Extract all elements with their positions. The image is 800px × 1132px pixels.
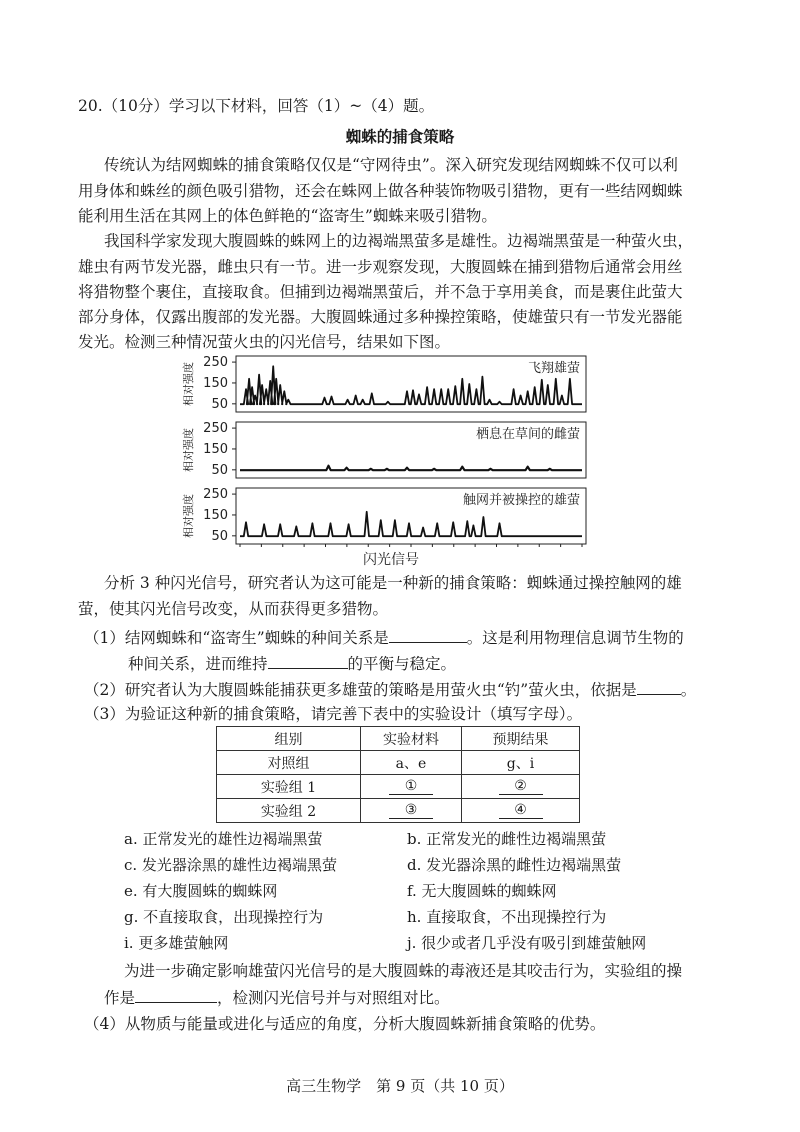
x-axis-label: 闪光信号 — [363, 552, 419, 568]
table-cell: 对照组 — [217, 751, 361, 775]
table-cell: a、e — [361, 751, 462, 775]
article-title: 蜘蛛的捕食策略 — [345, 127, 455, 146]
paragraph-line: 萤，使其闪光信号改变，从而获得更多猎物。 — [78, 600, 389, 618]
y-axis-label: 相对强度 — [182, 362, 195, 406]
option-g: g. 不直接取食，出现操控行为 — [124, 908, 324, 926]
table-cell[interactable] — [462, 775, 580, 799]
y-tick-label: 50 — [211, 462, 228, 478]
table-cell[interactable] — [361, 799, 462, 823]
table-cell[interactable] — [361, 775, 462, 799]
table-header: 预期结果 — [462, 727, 580, 751]
answer-slot-2[interactable]: ② — [499, 778, 543, 795]
paragraph-line: 分析 3 种闪光信号，研究者认为这可能是一种新的捕食策略：蜘蛛通过操控触网的雄 — [104, 574, 682, 592]
paragraph-line: 能利用生活在其网上的体色鲜艳的“盗寄生”蜘蛛来吸引猎物。 — [78, 207, 497, 225]
option-d: d. 发光器涂黑的雌性边褐端黑萤 — [407, 856, 622, 874]
panel-label: 飞翔雄萤 — [527, 361, 580, 376]
question-1: （1）结网蜘蛛和“盗寄生”蜘蛛的种间关系是 。这是利用物理信息调节生物的 — [84, 626, 684, 649]
paragraph-line: 将猎物整个裹住，直接取食。但捕到边褐端黑萤后，并不急于享用美食，而是裹住此萤大 — [78, 283, 683, 301]
y-tick-label: 50 — [211, 396, 228, 412]
paragraph-line: 发光。检测三种情况萤火虫的闪光信号，结果如下图。 — [78, 333, 451, 351]
option-c: c. 发光器涂黑的雄性边褐端黑萤 — [124, 856, 337, 874]
option-b: b. 正常发光的雌性边褐端黑萤 — [407, 830, 607, 848]
question-3-followup: 为进一步确定影响雄萤闪光信号的是大腹圆蛛的毒液还是其咬击行为，实验组的操 — [124, 962, 683, 980]
signal-series — [240, 512, 582, 536]
paragraph-line: 传统认为结网蜘蛛的捕食策略仅仅是“守网待虫”。深入研究发现结网蜘蛛不仅可以利 — [104, 156, 678, 174]
panel-label: 触网并被操控的雄萤 — [462, 493, 580, 508]
answer-blank-2[interactable] — [268, 652, 348, 669]
signal-series — [240, 466, 582, 471]
answer-blank-3[interactable] — [637, 678, 681, 695]
table-row — [217, 751, 580, 775]
table-cell: 实验组 2 — [217, 799, 361, 823]
table-header: 实验材料 — [361, 727, 462, 751]
y-axis-label: 相对强度 — [182, 428, 195, 472]
question-2: （2）研究者认为大腹圆蛛能捕获更多雄萤的策略是用萤火虫“钓”萤火虫，依据是 。 — [84, 678, 696, 701]
panel-label: 栖息在草间的雌萤 — [475, 427, 580, 442]
question-1-cont: 种间关系，进而维持 的平衡与稳定。 — [128, 652, 456, 675]
table-cell[interactable] — [462, 799, 580, 823]
option-a: a. 正常发光的雄性边褐端黑萤 — [124, 830, 323, 848]
y-axis-label: 相对强度 — [182, 494, 195, 538]
flash-signal-chart — [178, 350, 598, 572]
y-tick-label: 150 — [203, 375, 228, 391]
answer-slot-3[interactable]: ③ — [389, 802, 433, 819]
question-3-followup-cont: 作是 ，检测闪光信号并与对照组对比。 — [104, 986, 450, 1009]
y-tick-label: 150 — [203, 507, 228, 523]
y-tick-label: 150 — [203, 441, 228, 457]
table-cell: g、i — [462, 751, 580, 775]
paragraph-line: 我国科学家发现大腹圆蛛的蛛网上的边褐端黑萤多是雄性。边褐端黑萤是一种萤火虫， — [104, 232, 694, 250]
table-row — [217, 775, 580, 799]
option-f: f. 无大腹圆蛛的蜘蛛网 — [407, 882, 557, 900]
option-j: j. 很少或者几乎没有吸引到雄萤触网 — [407, 934, 647, 952]
y-tick-label: 250 — [203, 355, 228, 371]
table-cell: 实验组 1 — [217, 775, 361, 799]
table-header: 组别 — [217, 727, 361, 751]
y-tick-label: 50 — [211, 528, 228, 544]
question-4: （4）从物质与能量或进化与适应的角度，分析大腹圆蛛新捕食策略的优势。 — [84, 1015, 606, 1033]
option-e: e. 有大腹圆蛛的蜘蛛网 — [124, 882, 278, 900]
question-header: 20.（10分）学习以下材料，回答（1）~（4）题。 — [78, 97, 435, 115]
table-header-row — [217, 727, 580, 751]
chart-svg — [178, 350, 598, 572]
experiment-table — [216, 726, 580, 823]
table-row — [217, 799, 580, 823]
page-footer: 高三生物学 第 9 页（共 10 页） — [286, 1077, 514, 1095]
option-i: i. 更多雄萤触网 — [124, 934, 229, 952]
y-tick-label: 250 — [203, 487, 228, 503]
paragraph-line: 雄虫有两节发光器，雌虫只有一节。进一步观察发现，大腹圆蛛在捕到猎物后通常会用丝 — [78, 258, 683, 276]
answer-blank-1[interactable] — [389, 626, 467, 643]
question-3: （3）为验证这种新的捕食策略，请完善下表中的实验设计（填写字母）。 — [84, 705, 583, 723]
answer-slot-4[interactable]: ④ — [499, 802, 543, 819]
paragraph-line: 部分身体，仅露出腹部的发光器。大腹圆蛛通过多种操控策略，使雄萤只有一节发光器能 — [78, 308, 683, 326]
answer-slot-1[interactable]: ① — [389, 778, 433, 795]
option-h: h. 直接取食，不出现操控行为 — [407, 908, 607, 926]
y-tick-label: 250 — [203, 421, 228, 437]
paragraph-line: 用身体和蛛丝的颜色吸引猎物，还会在蛛网上做各种装饰物吸引猎物，更有一些结网蜘蛛 — [78, 182, 683, 200]
answer-blank-4[interactable] — [135, 986, 217, 1003]
